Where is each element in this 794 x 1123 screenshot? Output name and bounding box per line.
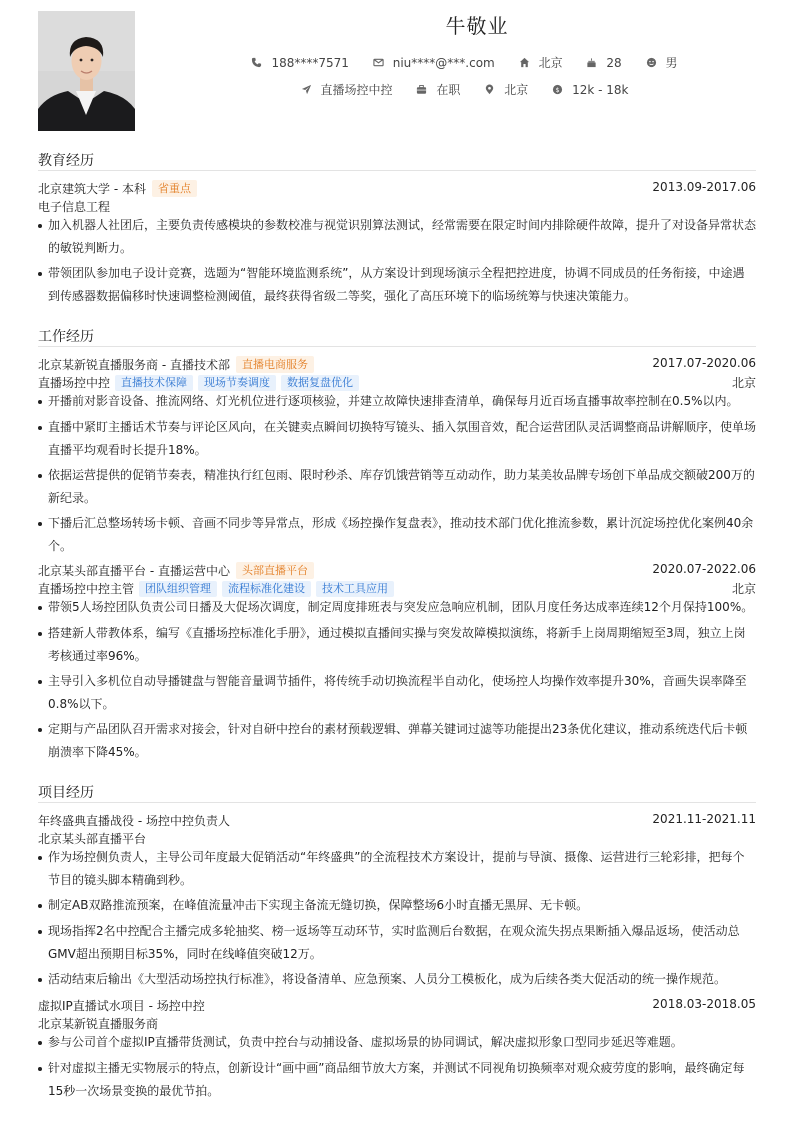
work-bullet: 直播中紧盯主播话术节奏与评论区风向，在关键卖点瞬间切换特写镜头、插入氛围音效，配合运营团队灵活调整商品讲解顺序，使单场直播平均观看时长提升18%。	[38, 416, 756, 462]
work-tag: 头部直播平台	[236, 562, 314, 579]
work-header	[38, 562, 756, 580]
avatar	[38, 11, 135, 131]
home-icon	[519, 57, 530, 68]
section-title-work: 工作经历	[38, 329, 94, 345]
work-city: 北京	[731, 376, 756, 390]
gender-icon	[646, 57, 657, 68]
project-bullet: 参与公司首个虚拟IP直播带货测试，负责中控台与动捕设备、虚拟场景的协同调试，解决虚拟形象口型同步延迟等难题。	[38, 1031, 756, 1054]
project-org: 北京某头部直播平台	[38, 832, 147, 846]
work-tag: 直播电商服务	[236, 356, 314, 373]
project-header	[38, 812, 756, 830]
gender-text: 男	[665, 56, 678, 70]
skill-tag: 技术工具应用	[316, 581, 394, 597]
candidate-name: 牛敬业	[445, 14, 509, 38]
skill-tag: 团队组织管理	[139, 581, 217, 597]
education-bullet: 加入机器人社团后，主要负责传感模块的参数校准与视觉识别算法测试，经常需要在限定时间内排除硬件故障，提升了对设备异常状态的敏锐判断力。	[38, 214, 756, 260]
work-date: 2020.07-2022.06	[652, 562, 756, 576]
skill-tag: 现场节奏调度	[198, 375, 276, 391]
section-divider	[38, 802, 756, 803]
work-company: 北京某新锐直播服务商 - 直播技术部	[38, 358, 230, 372]
phone-icon	[251, 57, 262, 68]
work-date: 2017.07-2020.06	[652, 356, 756, 370]
education-bullet: 带领团队参加电子设计竞赛，选题为“智能环境监测系统”，从方案设计到现场演示全程把控进度，协调不同成员的任务衔接，中途遇到传感器数据偏移时快速调整检测阈值，最终获得省级二等奖，强化了高压环境下的临场统筹与快速决策能力。	[38, 262, 756, 308]
work-bullet: 下播后汇总整场转场卡顿、音画不同步等异常点，形成《场控操作复盘表》，推动技术部门优化推流参数，累计沉淀场控优化案例40余个。	[38, 512, 756, 558]
job-intention-row	[135, 81, 794, 98]
gender-item	[646, 54, 678, 71]
project-date: 2021.11-2021.11	[652, 812, 756, 826]
project-title: 虚拟IP直播试水项目 - 场控中控	[38, 999, 205, 1013]
work-role: 直播场控中控	[38, 376, 111, 390]
education-date: 2013.09-2017.06	[652, 180, 756, 194]
project-bullet: 活动结束后输出《大型活动场控执行标准》，将设备清单、应急预案、人员分工模板化，成为后续各类大促活动的统一操作规范。	[38, 968, 756, 991]
work-bullet: 主导引入多机位自动导播键盘与智能音量调节插件，将传统手动切换流程半自动化，使场控人均操作效率提升30%，音画失误率降至0.8%以下。	[38, 670, 756, 716]
project-org: 北京某新锐直播服务商	[38, 1017, 159, 1031]
age-item	[586, 56, 621, 70]
avatar-photo	[38, 11, 135, 131]
home-city-item	[519, 54, 563, 71]
school-name: 北京建筑大学 - 本科	[38, 182, 146, 196]
project-title: 年终盛典直播战役 - 场控中控负责人	[38, 814, 230, 828]
contact-row	[135, 54, 794, 71]
section-divider	[38, 346, 756, 347]
skill-tag: 流程标准化建设	[222, 581, 311, 597]
email-item	[373, 56, 495, 70]
project-header	[38, 997, 756, 1015]
home-city-text: 北京	[538, 56, 563, 70]
project-bullet: 制定AB双路推流预案，在峰值流量冲击下实现主备流无缝切换，保障整场6小时直播无黑屏、无卡顿。	[38, 894, 756, 917]
section-title-education: 教育经历	[38, 153, 94, 169]
paper-plane-icon	[301, 84, 312, 95]
svg-text:$: $	[555, 85, 560, 94]
status-text: 在职	[436, 83, 461, 97]
phone-item	[251, 56, 348, 70]
work-bullet: 定期与产品团队召开需求对接会，针对自研中控台的素材预载逻辑、弹幕关键词过滤等功能提出23条优化建议，推动系统迭代后卡顿崩溃率下降45%。	[38, 718, 756, 764]
work-company: 北京某头部直播平台 - 直播运营中心	[38, 564, 230, 578]
location-pin-icon	[484, 84, 495, 95]
salary-text: 12k - 18k	[572, 82, 629, 97]
work-role: 直播场控中控主管	[38, 582, 135, 596]
education-header	[38, 180, 756, 198]
education-major: 电子信息工程	[38, 200, 111, 214]
cake-icon	[586, 57, 597, 68]
briefcase-icon	[416, 84, 427, 95]
target-city-item	[484, 81, 528, 98]
email-text: niu****@***.com	[392, 55, 495, 70]
skill-tag: 数据复盘优化	[281, 375, 359, 391]
age-text: 28	[606, 55, 622, 70]
work-bullet: 带领5人场控团队负责公司日播及大促场次调度，制定周度排班表与突发应急响应机制，团队月度任务达成率连续12个月保持100%。	[38, 596, 756, 619]
project-date: 2018.03-2018.05	[652, 997, 756, 1011]
status-item	[416, 81, 460, 98]
project-bullet: 现场指挥2名中控配合主播完成多轮抽奖、榜一返场等互动环节，实时监测后台数据，在观众流失拐点果断插入爆品返场，使活动总GMV超出预期目标35%，同时在线峰值突破12万。	[38, 920, 756, 966]
work-city: 北京	[731, 582, 756, 596]
school-tag: 省重点	[152, 180, 197, 197]
target-city-text: 北京	[504, 83, 529, 97]
project-bullet: 作为场控侧负责人，主导公司年度最大促销活动“年终盛典”的全流程技术方案设计，提前与导演、摄像、运营进行三轮彩排，把每个节目的镜头脚本精确到秒。	[38, 846, 756, 892]
work-bullet: 依据运营提供的促销节奏表，精准执行红包雨、限时秒杀、库存饥饿营销等互动动作，助力某美妆品牌专场创下单品成交额破200万的新纪录。	[38, 464, 756, 510]
work-bullet: 开播前对影音设备、推流网络、灯光机位进行逐项核验，并建立故障快速排查清单，确保每月近百场直播事故率控制在0.5%以内。	[38, 390, 756, 413]
job-target-text: 直播场控中控	[320, 83, 393, 97]
phone-text: 188****7571	[271, 55, 349, 70]
work-header	[38, 356, 756, 374]
salary-item	[552, 83, 628, 97]
work-bullet: 搭建新人带教体系，编写《直播场控标准化手册》，通过模拟直播间实操与突发故障模拟演练，将新手上岗周期缩短至3周，独立上岗考核通过率96%。	[38, 622, 756, 668]
section-title-projects: 项目经历	[38, 785, 94, 801]
section-divider	[38, 170, 756, 171]
skill-tag: 直播技术保障	[115, 375, 193, 391]
project-bullet: 针对虚拟主播无实物展示的特点，创新设计“画中画”商品细节放大方案，并测试不同视角切换频率对观众疲劳度的影响，最终确定每15秒一次场景变换的最优节拍。	[38, 1057, 756, 1103]
mail-icon	[373, 57, 384, 68]
job-target-item	[301, 81, 393, 98]
coin-icon	[552, 84, 563, 95]
